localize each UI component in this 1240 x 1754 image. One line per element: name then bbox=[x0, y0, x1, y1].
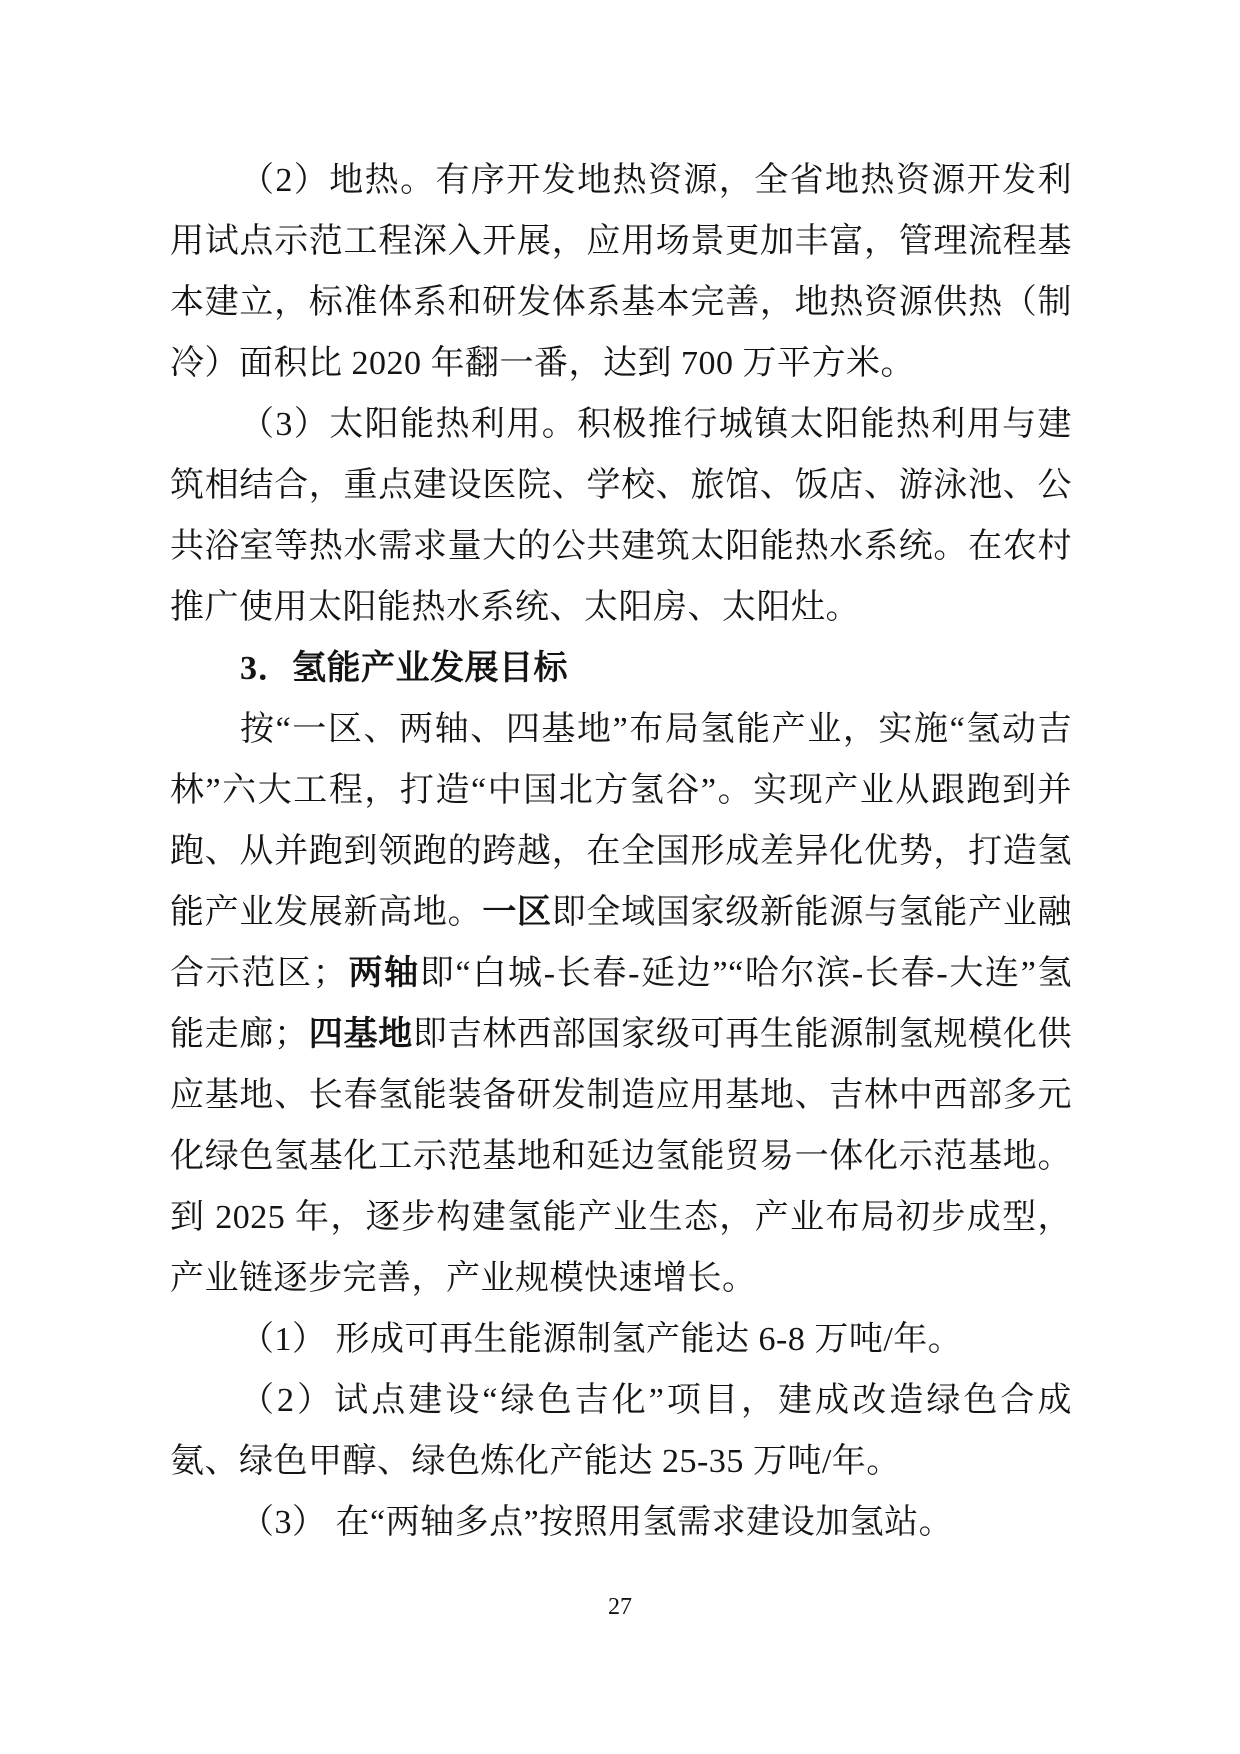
text-run: （3） 在“两轴多点”按照用氢需求建设加氢站。 bbox=[240, 1504, 954, 1541]
bold-text-run: 两轴 bbox=[347, 955, 420, 992]
paragraph bbox=[170, 1309, 1072, 1370]
paragraph bbox=[170, 1370, 1072, 1492]
paragraph bbox=[170, 150, 1072, 394]
text-run: （2）试点建设“绿色吉化”项目，建成改造绿色合成氨、绿色甲醇、绿色炼化产能达 25-35 万吨/年。 bbox=[170, 1382, 1072, 1480]
paragraph bbox=[170, 394, 1072, 638]
bold-text-run: 3．氢能产业发展目标 bbox=[240, 650, 568, 687]
bold-text-run: 四基地 bbox=[308, 1016, 413, 1053]
section-heading bbox=[170, 638, 1072, 699]
text-run: （3）太阳能热利用。积极推行城镇太阳能热利用与建筑相结合，重点建设医院、学校、旅馆、饭店、游泳池、公共浴室等热水需求量大的公共建筑太阳能热水系统。在农村推广使用太阳能热水系统、太阳房、太阳灶。 bbox=[170, 406, 1072, 626]
text-run: 即全域国家级新能源与氢能产业融合示范区； bbox=[170, 894, 1073, 992]
text-run: （1） 形成可再生能源制氢产能达 6-8 万吨/年。 bbox=[240, 1321, 963, 1358]
document-body bbox=[170, 150, 1072, 1553]
paragraph bbox=[170, 1492, 1072, 1553]
text-run: （2）地热。有序开发地热资源，全省地热资源开发利用试点示范工程深入开展，应用场景更加丰富，管理流程基本建立，标准体系和研发体系基本完善，地热资源供热（制冷）面积比 2020 年翻一番，达到 700 万平方米。 bbox=[170, 162, 1072, 382]
paragraph bbox=[170, 699, 1072, 1309]
text-run: 按“一区、两轴、四基地”布局氢能产业，实施“氢动吉林”六大工程，打造“中国北方氢谷”。实现产业从跟跑到并跑、从并跑到领跑的跨越，在全国形成差异化优势，打造氢能产业发展新高地。 bbox=[170, 711, 1072, 931]
bold-text-run: 一区 bbox=[482, 894, 552, 931]
text-run: 即吉林西部国家级可再生能源制氢规模化供应基地、长春氢能装备研发制造应用基地、吉林中西部多元化绿色氢基化工示范基地和延边氢能贸易一体化示范基地。到 2025 年，逐步构建氢能产业生态，产业布局初步成型，产业链逐步完善，产业规模快速增长。 bbox=[170, 1016, 1073, 1297]
text-run: 即“白城-长春-延边”“哈尔滨-长春-大连”氢能走廊； bbox=[170, 955, 1073, 1053]
page-number: 27 bbox=[608, 1594, 632, 1620]
